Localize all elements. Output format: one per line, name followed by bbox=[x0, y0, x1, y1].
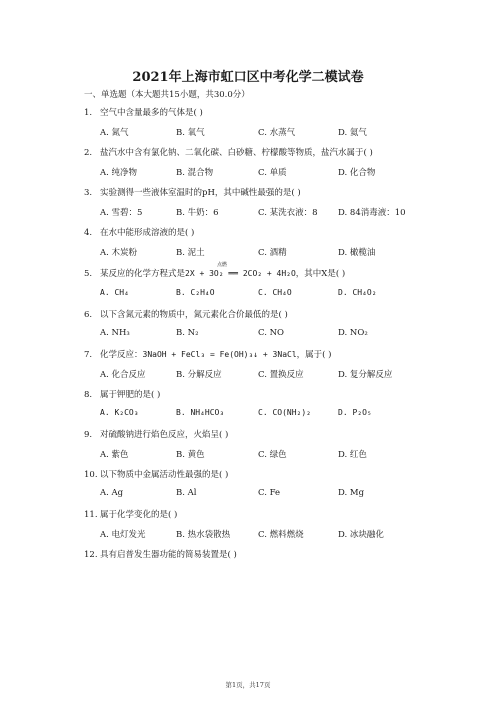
option-c: C. 绿色 bbox=[258, 450, 287, 460]
question-number: 10. bbox=[84, 470, 98, 480]
option-b: B. 热水袋散热 bbox=[176, 530, 231, 540]
option-d: D. P₂O₅ bbox=[338, 408, 372, 417]
option-d: D. 橄榄油 bbox=[338, 248, 376, 258]
reaction-condition: 点燃 bbox=[217, 262, 228, 268]
option-c: C. NO bbox=[258, 328, 285, 338]
option-d: D. 化合物 bbox=[338, 168, 376, 178]
option-a: A. NH₃ bbox=[100, 328, 130, 338]
question-6 bbox=[84, 308, 288, 320]
option-b: B. 氧气 bbox=[176, 128, 205, 138]
question-number: 6. bbox=[84, 310, 93, 320]
question-number: 11. bbox=[84, 510, 98, 520]
question-text: 属于钾肥的是( ) bbox=[100, 390, 161, 400]
question-12 bbox=[84, 548, 237, 560]
option-c: C. 酒精 bbox=[258, 248, 287, 258]
option-d: D. 红色 bbox=[338, 450, 367, 460]
option-c: C. CH₄O bbox=[258, 288, 292, 297]
question-1 bbox=[84, 106, 203, 118]
option-a: A. 电灯发光 bbox=[100, 530, 146, 540]
option-c: C. 水蒸气 bbox=[258, 128, 296, 138]
question-number: 2. bbox=[84, 148, 93, 158]
option-d: D. 冰块融化 bbox=[338, 530, 384, 540]
option-a: A. 化合反应 bbox=[100, 370, 146, 380]
question-number: 4. bbox=[84, 228, 93, 238]
question-2 bbox=[84, 146, 373, 158]
question-text-post: ，属于( ) bbox=[296, 350, 332, 360]
question-text: 盐汽水中含有氯化钠、二氧化碳、白砂糖、柠檬酸等物质，盐汽水属于( ) bbox=[100, 148, 373, 158]
chemical-equation: 点燃 2X + 3O₂ ══ 2CO₂ + 4H₂O bbox=[185, 262, 296, 278]
option-b: B. C₂H₄O bbox=[176, 288, 215, 297]
option-a: A. Ag bbox=[100, 488, 124, 498]
question-text: 以下含氮元素的物质中，氮元素化合价最低的是( ) bbox=[100, 310, 288, 320]
question-text: 空气中含量最多的气体是( ) bbox=[100, 108, 203, 118]
option-a: A. 雪碧：5 bbox=[100, 208, 143, 218]
question-number: 12. bbox=[84, 550, 98, 560]
question-3 bbox=[84, 186, 301, 198]
question-number: 3. bbox=[84, 188, 93, 198]
option-a: A. 氮气 bbox=[100, 128, 129, 138]
option-b: B. Al bbox=[176, 488, 197, 498]
option-d: D. NO₂ bbox=[338, 328, 368, 338]
question-8 bbox=[84, 388, 160, 400]
question-5 bbox=[84, 262, 346, 279]
option-b: B. 泥土 bbox=[176, 248, 205, 258]
option-d: D. Mg bbox=[338, 488, 365, 498]
option-b: B. 牛奶：6 bbox=[176, 208, 219, 218]
option-c: C. 燃料燃烧 bbox=[258, 530, 304, 540]
option-a: A. K₂CO₃ bbox=[100, 408, 139, 417]
question-text-pre: 化学反应： bbox=[100, 350, 143, 360]
question-text: 以下物质中金属活动性最强的是( ) bbox=[100, 470, 229, 480]
page-footer: 第1页，共17页 bbox=[225, 681, 271, 689]
question-7 bbox=[84, 348, 331, 360]
option-b: B. 混合物 bbox=[176, 168, 214, 178]
option-c: C. Fe bbox=[258, 488, 281, 498]
section-heading: 一、单选题（本大题共15小题，共30.0分） bbox=[84, 90, 250, 100]
option-d: D. 复分解反应 bbox=[338, 370, 393, 380]
chemical-equation: 3NaOH + FeCl₃ = Fe(OH)₃↓ + 3NaCl bbox=[142, 350, 297, 359]
question-number: 5. bbox=[84, 269, 93, 279]
option-c: C. 单质 bbox=[258, 168, 287, 178]
question-text: 在水中能形成溶液的是( ) bbox=[100, 228, 195, 238]
option-d: D. CH₄O₂ bbox=[338, 288, 377, 297]
question-9 bbox=[84, 428, 228, 440]
question-number: 7. bbox=[84, 350, 93, 360]
question-4 bbox=[84, 226, 194, 238]
option-b: B. NH₄HCO₃ bbox=[176, 408, 225, 417]
question-number: 8. bbox=[84, 390, 93, 400]
question-text: 具有启普发生器功能的简易装置是( ) bbox=[100, 550, 237, 560]
option-c: C. CO(NH₂)₂ bbox=[258, 408, 311, 417]
option-d: D. 84消毒液：10 bbox=[338, 208, 406, 218]
option-d: D. 氦气 bbox=[338, 128, 367, 138]
option-a: A. CH₄ bbox=[100, 288, 129, 297]
option-c: C. 某洗衣液：8 bbox=[258, 208, 318, 218]
question-10 bbox=[84, 468, 228, 480]
question-number: 1. bbox=[84, 108, 93, 118]
question-number: 9. bbox=[84, 430, 93, 440]
question-text-post: ，其中X是( ) bbox=[295, 269, 346, 279]
question-text: 对硫酸钠进行焰色反应，火焰呈( ) bbox=[100, 430, 229, 440]
question-text: 实验测得一些液体室温时的pH，其中碱性最强的是( ) bbox=[100, 188, 301, 198]
option-a: A. 纯净物 bbox=[100, 168, 138, 178]
question-text-pre: 某反应的化学方程式是 bbox=[100, 269, 186, 279]
option-c: C. 置换反应 bbox=[258, 370, 304, 380]
option-b: B. 分解反应 bbox=[176, 370, 222, 380]
option-a: A. 木炭粉 bbox=[100, 248, 138, 258]
page-title: 2021年上海市虹口区中考化学二模试卷 bbox=[132, 70, 364, 85]
option-b: B. 黄色 bbox=[176, 450, 205, 460]
option-a: A. 紫色 bbox=[100, 450, 129, 460]
option-b: B. N₂ bbox=[176, 328, 199, 338]
question-11 bbox=[84, 508, 177, 520]
question-text: 属于化学变化的是( ) bbox=[100, 510, 178, 520]
